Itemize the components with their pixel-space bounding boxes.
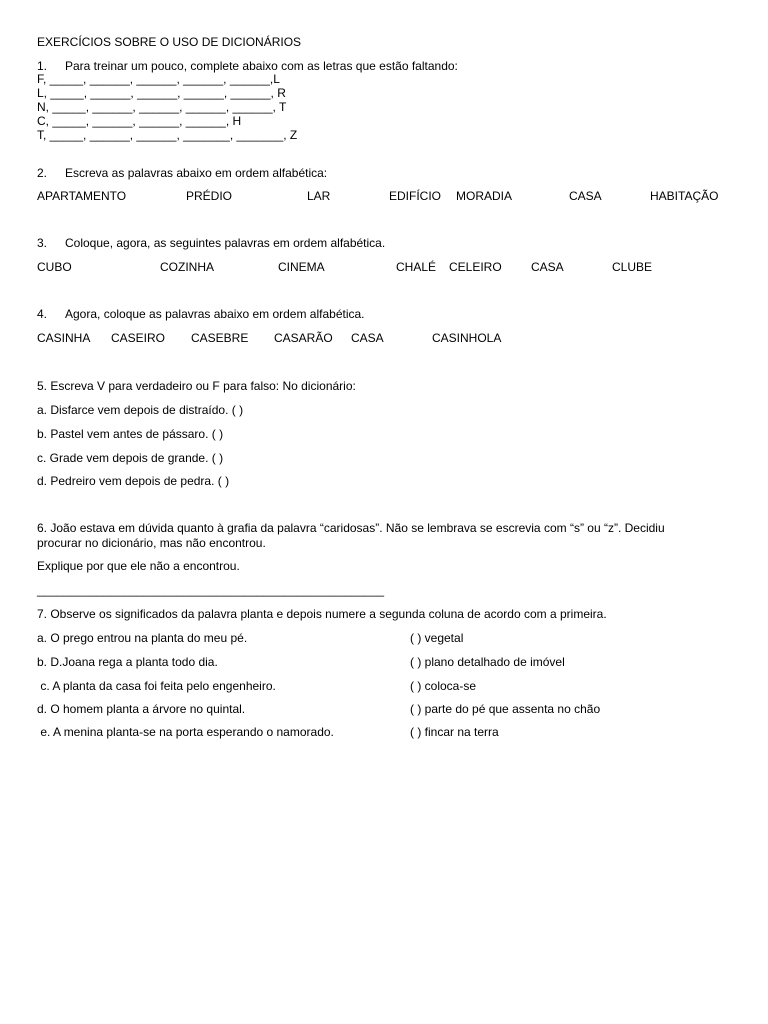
q1-line-l: L, _____, ______, ______, ______, ______, R <box>37 86 286 100</box>
q7-right-item-4: ( ) parte do pé que assenta no chão <box>410 702 601 716</box>
q3-word: CUBO <box>37 260 72 274</box>
q5-item-c: c. Grade vem depois de grande. ( ) <box>37 451 224 465</box>
q3-word: CHALÉ <box>396 260 437 274</box>
q7-left-item-a: a. O prego entrou na planta do meu pé. <box>37 631 248 645</box>
q7-right-item-2: ( ) plano detalhado de imóvel <box>410 655 565 669</box>
q3-word: CINEMA <box>278 260 325 274</box>
q4-word: CASARÃO <box>274 331 333 345</box>
q1-line-f: F, _____, ______, ______, ______, ______,L <box>37 72 280 86</box>
q7-right-item-3: ( ) coloca-se <box>410 679 477 693</box>
q3-word: CLUBE <box>612 260 653 274</box>
q1-number: 1. <box>37 59 48 73</box>
q4-word-list <box>0 331 768 345</box>
q4-prompt: Agora, coloque as palavras abaixo em ordem alfabética. <box>65 307 365 321</box>
q3-prompt: Coloque, agora, as seguintes palavras em ordem alfabética. <box>65 236 386 250</box>
q2-word: HABITAÇÃO <box>650 189 719 203</box>
q4-word: CASINHA <box>37 331 91 345</box>
q4-word: CASA <box>351 331 384 345</box>
q3-number: 3. <box>37 236 48 250</box>
q1-line-c: C, _____, ______, ______, ______, H <box>37 114 242 128</box>
q7-left-item-e: e. A menina planta-se na porta esperando o namorado. <box>37 725 334 739</box>
q4-word: CASEIRO <box>111 331 166 345</box>
q4-word: CASINHOLA <box>432 331 502 345</box>
q1-prompt: Para treinar um pouco, complete abaixo com as letras que estão faltando: <box>65 59 458 73</box>
q3-word: COZINHA <box>160 260 214 274</box>
q7-left-item-d: d. O homem planta a árvore no quintal. <box>37 702 246 716</box>
q2-number: 2. <box>37 166 48 180</box>
q5-prompt: 5. Escreva V para verdadeiro ou F para falso: No dicionário: <box>37 379 356 393</box>
q2-word: LAR <box>307 189 331 203</box>
q7-right-item-1: ( ) vegetal <box>410 631 464 645</box>
q6-text-line-2: procurar no dicionário, mas não encontrou. <box>37 536 266 550</box>
q3-word: CELEIRO <box>449 260 502 274</box>
q2-prompt: Escreva as palavras abaixo em ordem alfabética: <box>65 166 328 180</box>
q2-word: MORADIA <box>456 189 513 203</box>
q7-left-item-b: b. D.Joana rega a planta todo dia. <box>37 655 218 669</box>
q2-word: EDIFÍCIO <box>389 189 442 203</box>
q2-word: CASA <box>569 189 602 203</box>
q2-word-list <box>0 189 768 203</box>
q7-prompt: 7. Observe os significados da palavra planta e depois numere a segunda coluna de acordo com a primeira. <box>37 607 607 621</box>
q4-word: CASEBRE <box>191 331 249 345</box>
q5-item-a: a. Disfarce vem depois de distraído. ( ) <box>37 403 244 417</box>
q1-line-n: N, _____, ______, ______, ______, ______, T <box>37 100 287 114</box>
page-title: EXERCÍCIOS SOBRE O USO DE DICIONÁRIOS <box>37 35 302 49</box>
q3-word-list <box>0 260 768 274</box>
q6-text-line-1: 6. João estava em dúvida quanto à grafia da palavra “caridosas”. Não se lembrava se escrevia com “s” ou “z”. Decidiu <box>37 521 665 535</box>
q3-word: CASA <box>531 260 564 274</box>
q5-item-b: b. Pastel vem antes de pássaro. ( ) <box>37 427 224 441</box>
q6-text-line-3: Explique por que ele não a encontrou. <box>37 559 240 573</box>
q2-word: PRÉDIO <box>186 189 233 203</box>
q7-right-item-5: ( ) fincar na terra <box>410 725 499 739</box>
q2-word: APARTAMENTO <box>37 189 127 203</box>
q7-left-item-c: c. A planta da casa foi feita pelo engenheiro. <box>37 679 276 693</box>
q4-number: 4. <box>37 307 48 321</box>
q5-item-d: d. Pedreiro vem depois de pedra. ( ) <box>37 474 230 488</box>
q6-answer-line: ____________________________________________________ <box>37 583 385 597</box>
q1-line-t: T, _____, ______, ______, _______, _______, Z <box>37 128 298 142</box>
